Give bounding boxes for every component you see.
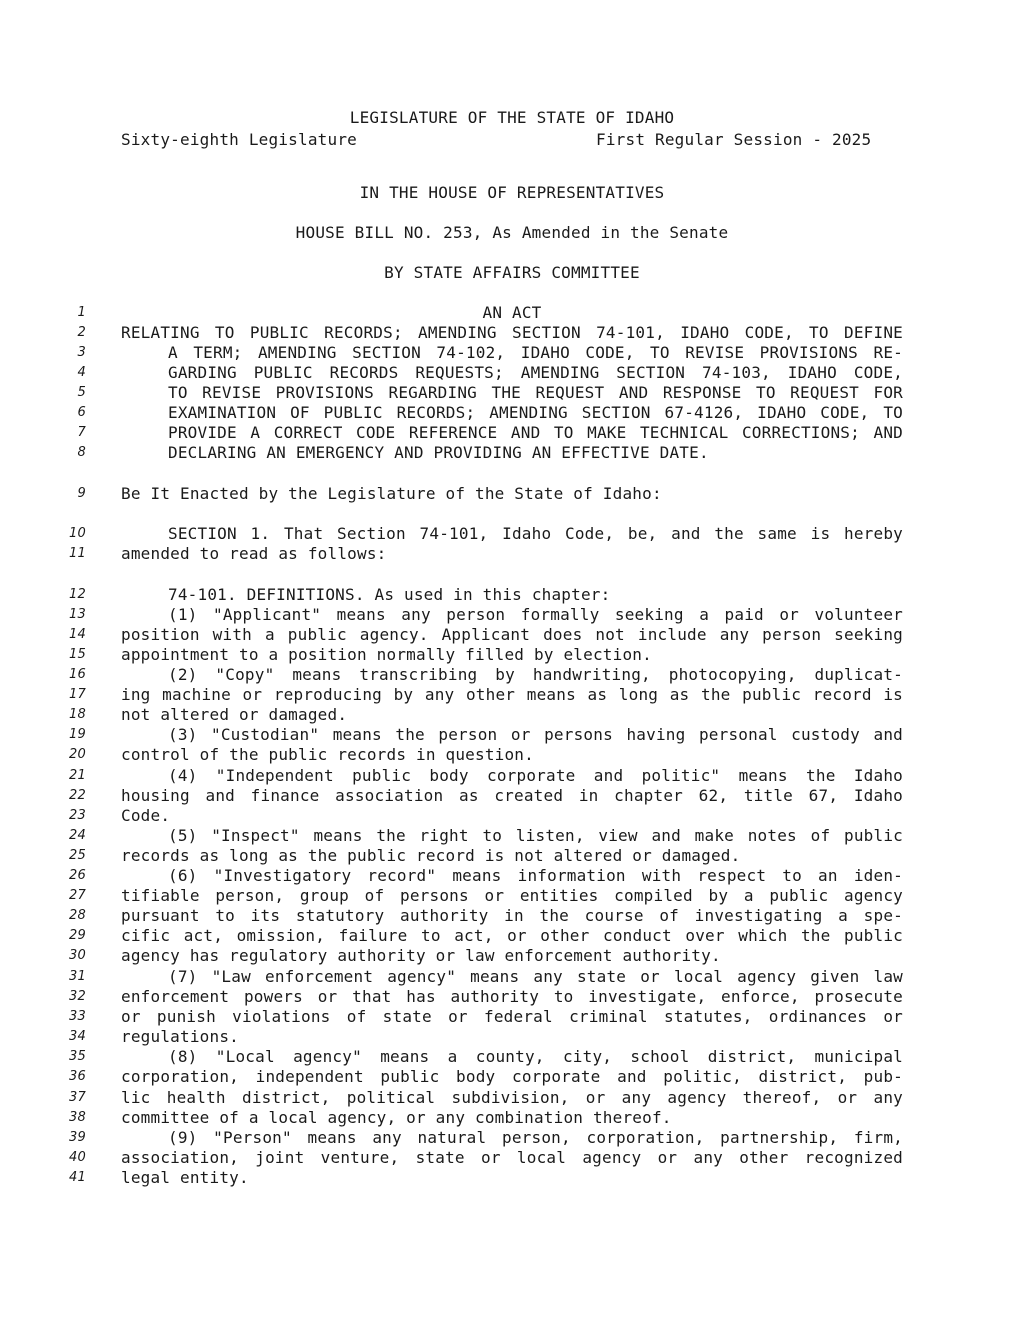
line-row [0, 846, 1024, 866]
line-text: DECLARING AN EMERGENCY AND PROVIDING AN EFFECTIVE DATE. [168, 443, 709, 462]
line-number: 31 [69, 969, 86, 984]
line-text: lic health district, political subdivision, or any agency thereof, or any [121, 1088, 903, 1107]
house-heading: IN THE HOUSE OF REPRESENTATIVES [359, 183, 665, 202]
line-text: (9) "Person" means any natural person, corporation, partnership, firm, [168, 1128, 903, 1147]
line-number: 33 [69, 1009, 86, 1024]
line-text: (2) "Copy" means transcribing by handwriting, photocopying, duplicat- [168, 665, 903, 684]
line-text: EXAMINATION OF PUBLIC RECORDS; AMENDING SECTION 67-4126, IDAHO CODE, TO [168, 403, 903, 422]
line-number: 41 [69, 1170, 86, 1185]
line-number: 23 [69, 808, 86, 823]
line-row [0, 685, 1024, 705]
line-number: 13 [69, 607, 86, 622]
line-text: (5) "Inspect" means the right to listen, view and make notes of public [168, 826, 903, 845]
line-number: 14 [69, 627, 86, 642]
line-number: 8 [77, 445, 86, 460]
line-row [0, 987, 1024, 1007]
line-row [0, 323, 1024, 343]
line-text: PROVIDE A CORRECT CODE REFERENCE AND TO MAKE TECHNICAL CORRECTIONS; AND [168, 423, 903, 442]
line-number: 36 [69, 1069, 86, 1084]
line-number: 38 [69, 1110, 86, 1125]
line-text: (4) "Independent public body corporate and politic" means the Idaho [168, 766, 903, 785]
line-number: 32 [69, 989, 86, 1004]
line-row [0, 303, 1024, 323]
line-text: enforcement powers or that has authority to investigate, enforce, prosecute [121, 987, 903, 1006]
line-number: 18 [69, 707, 86, 722]
line-text: SECTION 1. That Section 74-101, Idaho Code, be, and the same is hereby [168, 524, 903, 543]
line-number: 7 [77, 425, 86, 440]
line-row [0, 886, 1024, 906]
section-heading: 74-101. DEFINITIONS. As used in this chapter: [168, 585, 611, 604]
line-row [0, 383, 1024, 403]
line-row [0, 725, 1024, 745]
line-row [0, 766, 1024, 786]
line-text: GARDING PUBLIC RECORDS REQUESTS; AMENDING SECTION 74-103, IDAHO CODE, [168, 363, 903, 382]
line-number: 22 [69, 788, 86, 803]
line-number: 3 [77, 345, 86, 360]
line-text: ing machine or reproducing by any other means as long as the public record is [121, 685, 903, 704]
line-row [0, 544, 1024, 564]
line-row [0, 1027, 1024, 1047]
line-row [0, 926, 1024, 946]
line-row [0, 645, 1024, 665]
bill-number: HOUSE BILL NO. 253, As Amended in the Senate [295, 223, 729, 242]
line-number: 39 [69, 1130, 86, 1145]
line-number: 12 [69, 587, 86, 602]
line-text: agency has regulatory authority or law enforcement authority. [121, 946, 721, 965]
line-row [0, 625, 1024, 645]
line-number: 19 [69, 727, 86, 742]
line-text: or punish violations of state or federal criminal statutes, ordinances or [121, 1007, 903, 1026]
line-number: 17 [69, 687, 86, 702]
line-row [0, 1067, 1024, 1087]
line-text: tifiable person, group of persons or entities compiled by a public agency [121, 886, 903, 905]
line-row [0, 403, 1024, 423]
line-text: corporation, independent public body corporate and politic, district, pub- [121, 1067, 903, 1086]
line-text: not altered or damaged. [121, 705, 348, 724]
line-number: 30 [69, 948, 86, 963]
line-number: 5 [77, 385, 86, 400]
line-number: 25 [69, 848, 86, 863]
line-row [0, 826, 1024, 846]
line-number: 11 [69, 546, 86, 561]
line-row [0, 665, 1024, 685]
line-number: 16 [69, 667, 86, 682]
line-text: TO REVISE PROVISIONS REGARDING THE REQUEST AND RESPONSE TO REQUEST FOR [168, 383, 903, 402]
line-row [0, 1168, 1024, 1188]
line-text: legal entity. [121, 1168, 249, 1187]
line-row [0, 363, 1024, 383]
line-row [0, 1148, 1024, 1168]
line-number: 4 [77, 365, 86, 380]
line-text: regulations. [121, 1027, 239, 1046]
line-row [0, 1088, 1024, 1108]
line-row [0, 443, 1024, 463]
line-number: 28 [69, 908, 86, 923]
line-text: pursuant to its statutory authority in the course of investigating a spe- [121, 906, 903, 925]
line-row [0, 866, 1024, 886]
line-row [0, 1108, 1024, 1128]
line-row [0, 705, 1024, 725]
line-row [0, 946, 1024, 966]
line-text: cific act, omission, failure to act, or other conduct over which the public [121, 926, 903, 945]
line-row [0, 906, 1024, 926]
line-text: (3) "Custodian" means the person or persons having personal custody and [168, 725, 903, 744]
line-number: 2 [77, 325, 86, 340]
legislature-title: LEGISLATURE OF THE STATE OF IDAHO [349, 108, 675, 127]
line-row [0, 745, 1024, 765]
line-number: 15 [69, 647, 86, 662]
line-text: (7) "Law enforcement agency" means any state or local agency given law [168, 967, 903, 986]
line-number: 20 [69, 747, 86, 762]
line-number: 1 [77, 305, 86, 320]
line-text: committee of a local agency, or any combination thereof. [121, 1108, 672, 1127]
line-row [0, 423, 1024, 443]
line-text: housing and finance association as created in chapter 62, title 67, Idaho [121, 786, 903, 805]
line-number: 24 [69, 828, 86, 843]
line-text: Code. [121, 806, 171, 825]
sponsor: BY STATE AFFAIRS COMMITTEE [384, 263, 640, 282]
line-number: 27 [69, 888, 86, 903]
enacting-clause: Be It Enacted by the Legislature of the State of Idaho: [121, 484, 662, 503]
line-text: records as long as the public record is not altered or damaged. [121, 846, 741, 865]
line-text: (6) "Investigatory record" means information with respect to an iden- [168, 866, 903, 885]
session-label: First Regular Session - 2025 [596, 130, 872, 149]
line-text: RELATING TO PUBLIC RECORDS; AMENDING SECTION 74-101, IDAHO CODE, TO DEFINE [121, 323, 903, 342]
line-text: amended to read as follows: [121, 544, 387, 563]
line-number: 29 [69, 928, 86, 943]
line-row [0, 1128, 1024, 1148]
line-row [0, 484, 1024, 504]
line-number: 37 [69, 1090, 86, 1105]
line-row [0, 1007, 1024, 1027]
line-row [0, 585, 1024, 605]
line-number: 34 [69, 1029, 86, 1044]
line-number: 26 [69, 868, 86, 883]
line-number: 10 [69, 526, 86, 541]
line-number: 21 [69, 768, 86, 783]
legislature-number: Sixty-eighth Legislature [121, 130, 357, 149]
line-row [0, 806, 1024, 826]
line-text: A TERM; AMENDING SECTION 74-102, IDAHO CODE, TO REVISE PROVISIONS RE- [168, 343, 903, 362]
line-number: 9 [77, 486, 86, 501]
line-text: (8) "Local agency" means a county, city, school district, municipal [168, 1047, 903, 1066]
line-number: 35 [69, 1049, 86, 1064]
line-row [0, 605, 1024, 625]
line-text: control of the public records in question. [121, 745, 534, 764]
line-row [0, 1047, 1024, 1067]
line-number: 40 [69, 1150, 86, 1165]
act-heading: AN ACT [482, 303, 542, 322]
line-text: position with a public agency. Applicant does not include any person seeking [121, 625, 903, 644]
line-row [0, 967, 1024, 987]
line-text: association, joint venture, state or local agency or any other recognized [121, 1148, 903, 1167]
line-row [0, 524, 1024, 544]
line-number: 6 [77, 405, 86, 420]
line-row [0, 343, 1024, 363]
line-text: (1) "Applicant" means any person formally seeking a paid or volunteer [168, 605, 903, 624]
line-row [0, 786, 1024, 806]
line-text: appointment to a position normally filled by election. [121, 645, 652, 664]
